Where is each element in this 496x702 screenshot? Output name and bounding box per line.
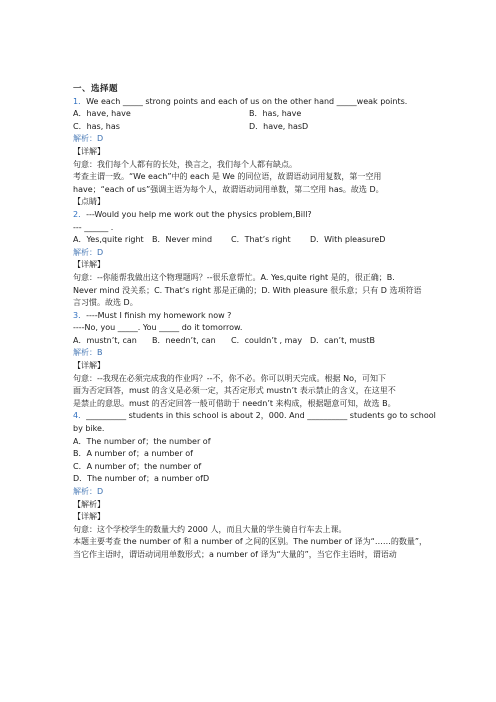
question-1-options-row-2 [73,121,439,134]
question-2-stem-line-2: --- ______ . [73,222,114,232]
option-c: C．That’s right [231,235,291,245]
explanation-line: 本题主要考查 the number of 和 a number of 之间的区别。The number of 译为“……的数量”， [73,537,427,547]
question-text: We each _____ strong points and each of us on the other hand _____weak points. [86,96,408,106]
comment-tag: 【点睛】 [73,197,105,207]
option-a: A．have, have [73,109,131,119]
option-a: A．mustn’t, can [73,335,137,345]
question-3-options [73,335,439,348]
option-a: A．Yes,quite right [73,235,144,245]
option-b: B．A number of；a number of [73,449,193,459]
option-b: B．has, have [249,109,302,119]
answer-label: 解析： [73,247,97,257]
explanation-line: 面为否定回答，must 的含义是必须一定，其否定形式 mustn’t 表示禁止的含义，在这里不 [73,386,396,396]
question-text: ---Would you help me work out the physics problem,Bill? [86,209,312,219]
question-number: 4． [73,411,87,421]
question-4-stem-line-2: by bike. [73,424,105,434]
section-title: 一、选择题 [73,84,119,94]
answer-value: D [97,487,104,496]
option-c: C．has, has [73,121,120,131]
option-d: D．With pleasureD [310,235,386,245]
answer-label: 解析： [73,487,97,496]
explanation-line: 句意：--我现在必须完成我的作业吗？--不，你不必。你可以明天完成。根据 No，可知下 [73,373,386,383]
detail-tag: 【详解】 [73,361,105,371]
explanation-line: 是禁止的意思。must 的否定回答一般可借助于 needn’t 来构成，根据题意可知，故选 B。 [73,398,396,408]
question-number: 2． [73,209,87,219]
question-3-stem-line-2: ----No, you _____. You _____ do it tomorrow. [73,323,243,333]
answer-value: D [97,134,104,144]
explanation-line: 考查主谓一致。“We each”中的 each 是 We 的同位语，故谓语动词用复数，第一空用 [73,172,382,182]
detail-tag: 【详解】 [73,512,105,522]
question-text: ----Must I finish my homework now ? [86,310,232,320]
question-1-answer [73,133,439,146]
explanation-line: have；“each of us”强调主语为每个人，故谓语动词用单数，第二空用 has。故选 D。 [73,184,384,194]
question-4-answer [73,486,439,499]
option-c: C．A number of；the number of [73,461,202,471]
analysis-tag: 【解析】 [73,499,105,509]
answer-label: 解析： [73,134,97,144]
option-d: D．have, hasD [249,121,309,131]
question-2-options [73,234,439,247]
option-d: D．The number of；a number ofD [73,474,210,484]
option-a: A．The number of；the number of [73,436,211,446]
answer-value: B [97,348,103,358]
explanation-line: 言习惯。故选 D。 [73,298,138,308]
question-1-options-row-1 [73,108,439,121]
question-2-answer [73,247,439,260]
explanation-line: 句意：我们每个人都有的长处，换言之，我们每个人都有缺点。 [73,159,297,169]
question-1-stem [73,96,439,109]
detail-tag: 【详解】 [73,146,105,156]
option-c: C．couldn’t , may [231,335,303,345]
question-text: __________ students in this school is about 2，000. And __________ students go to school [86,411,436,421]
option-d: D．can’t, mustB [310,335,375,345]
answer-label: 解析： [73,348,97,358]
question-number: 3． [73,310,87,320]
explanation-line: 当它作主语时，谓语动词用单数形式；a number of 译为“大量的”，当它作主语时，谓语动 [73,549,397,559]
question-4-stem [73,410,439,423]
question-number: 1． [73,96,87,106]
option-b: B．needn’t, can [152,335,216,345]
explanation-line: Never mind 没关系；C. That’s right 那是正确的；D. With pleasure 很乐意；只有 D 选项符语 [73,285,422,295]
explanation-line: 句意：--你能帮我做出这个物理题吗？--很乐意帮忙。A. Yes,quite right 是的，很正确；B. [73,272,395,282]
detail-tag: 【详解】 [73,260,105,270]
question-3-answer [73,347,439,360]
question-2-stem [73,209,439,222]
question-3-stem [73,310,439,323]
option-b: B．Never mind [152,235,213,245]
answer-value: D [97,247,104,257]
question-list [73,83,439,562]
explanation-line: 句意：这个学校学生的数量大约 2000 人，而且大量的学生骑自行车去上课。 [73,524,347,534]
